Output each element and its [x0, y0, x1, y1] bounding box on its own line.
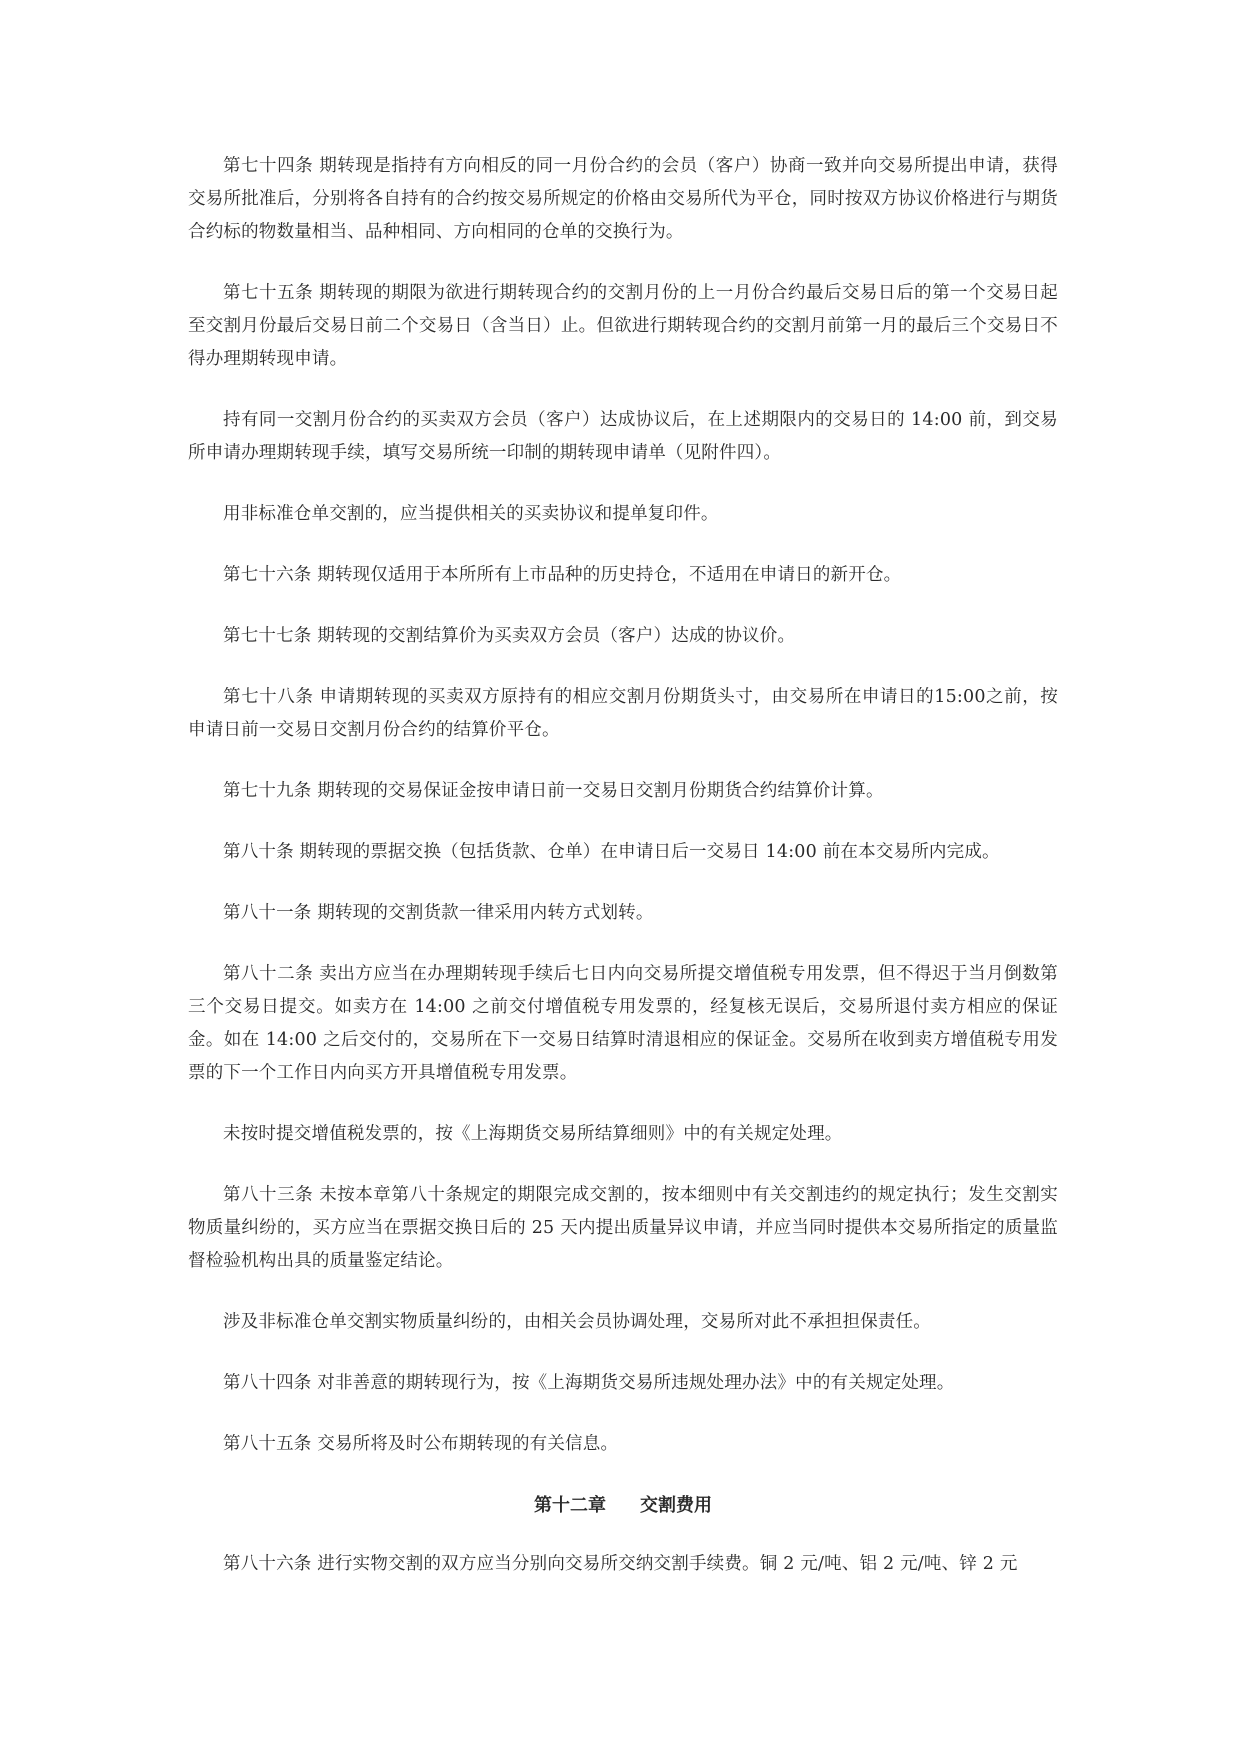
- chapter-heading: [188, 1489, 1058, 1522]
- chapter-title: 交割费用: [640, 1495, 712, 1516]
- paragraph-article-84: 第八十四条 对非善意的期转现行为，按《上海期货交易所违规处理办法》中的有关规定处理。: [223, 1373, 955, 1393]
- paragraph-article-83: 第八十三条 未按本章第八十条规定的期限完成交割的，按本细则中有关交割违约的规定执行；发生交割实物质量纠纷的，买方应当在票据交换日后的 25 天内提出质量异议申请，并应当同时提供本交易所指定的质量监督检验机构出具的质量鉴定结论。: [188, 1185, 1058, 1271]
- paragraph-article-78: 第七十八条 申请期转现的买卖双方原持有的相应交割月份期货头寸，由交易所在申请日的15:00之前，按申请日前一交易日交割月份合约的结算价平仓。: [188, 687, 1058, 740]
- paragraph-article-81: 第八十一条 期转现的交割货款一律采用内转方式划转。: [223, 903, 654, 923]
- paragraph-vat-invoice-late: 未按时提交增值税发票的，按《上海期货交易所结算细则》中的有关规定处理。: [223, 1124, 843, 1144]
- document-page: [188, 150, 1058, 1609]
- paragraph-article-74: 第七十四条 期转现是指持有方向相反的同一月份合约的会员（客户）协商一致并向交易所提出申请，获得交易所批准后，分别将各自持有的合约按交易所规定的价格由交易所代为平仓，同时按双方协议价格进行与期货合约标的物数量相当、品种相同、方向相同的仓单的交换行为。: [188, 156, 1058, 242]
- paragraph-article-76: 第七十六条 期转现仅适用于本所所有上市品种的历史持仓，不适用在申请日的新开仓。: [223, 565, 902, 585]
- chapter-number: 第十二章: [534, 1495, 606, 1516]
- paragraph-article-79: 第七十九条 期转现的交易保证金按申请日前一交易日交割月份期货合约结算价计算。: [223, 781, 884, 801]
- paragraph-article-86: 第八十六条 进行实物交割的双方应当分别向交易所交纳交割手续费。铜 2 元/吨、铝 2 元/吨、锌 2 元: [223, 1554, 1018, 1574]
- paragraph-non-standard-receipt: 用非标准仓单交割的，应当提供相关的买卖协议和提单复印件。: [223, 504, 719, 524]
- paragraph-article-75: 第七十五条 期转现的期限为欲进行期转现合约的交割月份的上一月份合约最后交易日后的第一个交易日起至交割月份最后交易日前二个交易日（含当日）止。但欲进行期转现合约的交割月前第一月的最后三个交易日不得办理期转现申请。: [188, 283, 1058, 369]
- paragraph-article-80: 第八十条 期转现的票据交换（包括货款、仓单）在申请日后一交易日 14:00 前在本交易所内完成。: [223, 842, 1000, 862]
- paragraph-article-85: 第八十五条 交易所将及时公布期转现的有关信息。: [223, 1434, 619, 1454]
- paragraph-quality-dispute: 涉及非标准仓单交割实物质量纠纷的，由相关会员协调处理，交易所对此不承担担保责任。: [223, 1312, 931, 1332]
- paragraph-article-77: 第七十七条 期转现的交割结算价为买卖双方会员（客户）达成的协议价。: [223, 626, 796, 646]
- paragraph-article-75-application: 持有同一交割月份合约的买卖双方会员（客户）达成协议后，在上述期限内的交易日的 14:00 前，到交易所申请办理期转现手续，填写交易所统一印制的期转现申请单（见附件四）。: [188, 410, 1058, 463]
- paragraph-article-82: 第八十二条 卖出方应当在办理期转现手续后七日内向交易所提交增值税专用发票，但不得迟于当月倒数第三个交易日提交。如卖方在 14:00 之前交付增值税专用发票的，经复核无误后，交易所退付卖方相应的保证金。如在 14:00 之后交付的，交易所在下一交易日结算时清退相应的保证金。交易所在收到卖方增值税专用发票的下一个工作日内向买方开具增值税专用发票。: [188, 964, 1058, 1083]
